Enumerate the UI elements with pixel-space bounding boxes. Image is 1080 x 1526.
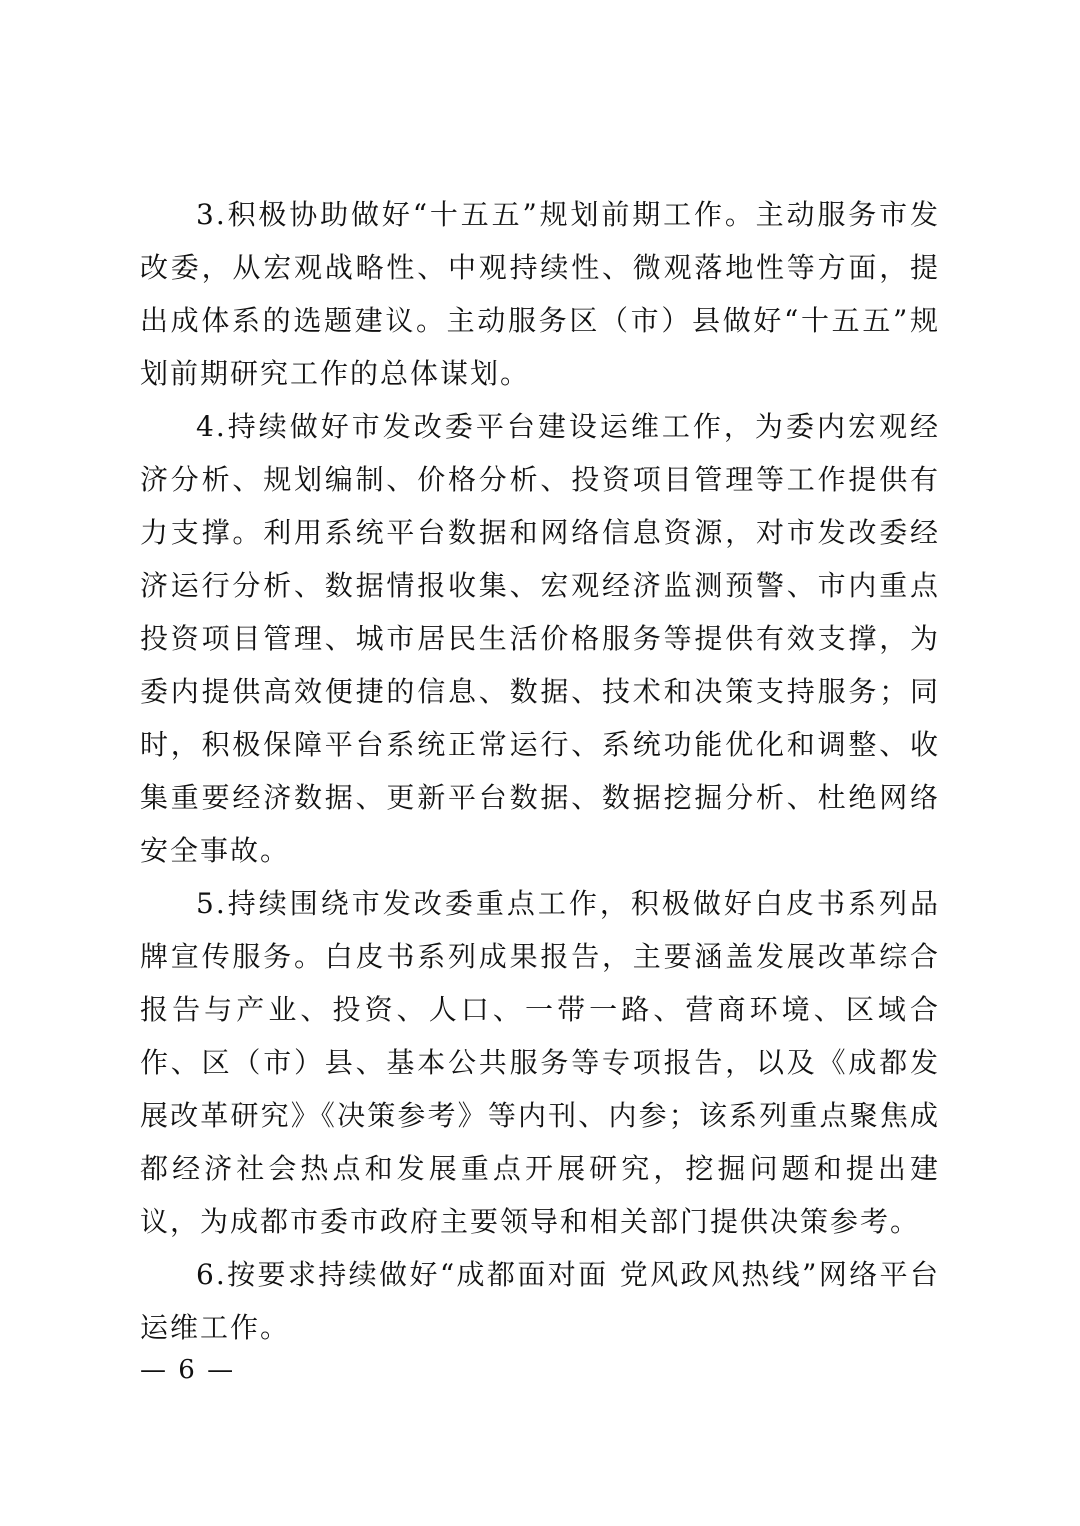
document-body xyxy=(140,188,940,1354)
page-number: — 6 — xyxy=(140,1355,236,1385)
paragraph-item-4: 4.持续做好市发改委平台建设运维工作，为委内宏观经济分析、规划编制、价格分析、投资项目管理等工作提供有力支撑。利用系统平台数据和网络信息资源，对市发改委经济运行分析、数据情报收集、宏观经济监测预警、市内重点投资项目管理、城市居民生活价格服务等提供有效支撑，为委内提供高效便捷的信息、数据、技术和决策支持服务；同时，积极保障平台系统正常运行、系统功能优化和调整、收集重要经济数据、更新平台数据、数据挖掘分析、杜绝网络安全事故。 xyxy=(140,410,940,867)
paragraph-item-6: 6.按要求持续做好“成都面对面 党风政风热线”网络平台运维工作。 xyxy=(140,1258,940,1344)
paragraph-item-3: 3.积极协助做好“十五五”规划前期工作。主动服务市发改委，从宏观战略性、中观持续性、微观落地性等方面，提出成体系的选题建议。主动服务区（市）县做好“十五五”规划前期研究工作的总体谋划。 xyxy=(140,198,940,390)
paragraph-item-5: 5.持续围绕市发改委重点工作，积极做好白皮书系列品牌宣传服务。白皮书系列成果报告，主要涵盖发展改革综合报告与产业、投资、人口、一带一路、营商环境、区域合作、区（市）县、基本公共服务等专项报告，以及《成都发展改革研究》《决策参考》等内刊、内参；该系列重点聚焦成都经济社会热点和发展重点开展研究，挖掘问题和提出建议，为成都市委市政府主要领导和相关部门提供决策参考。 xyxy=(140,887,940,1238)
